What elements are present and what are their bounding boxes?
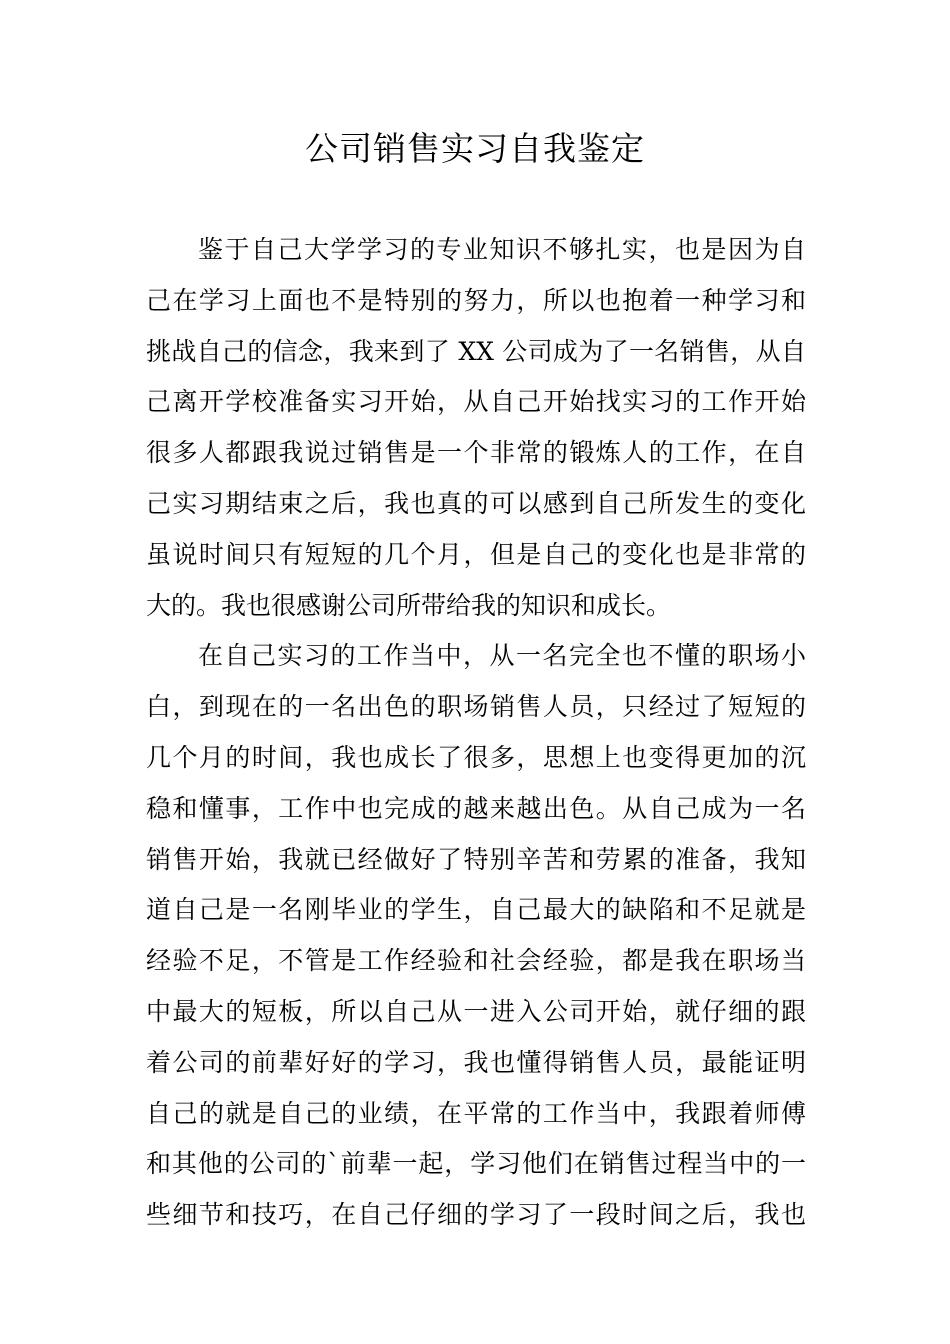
paragraph-line: 稳和懂事，工作中也完成的越来越出色。从自己成为一名 (146, 793, 806, 823)
paragraph-line: 己在学习上面也不是特别的努力，所以也抱着一种学习和 (146, 285, 806, 315)
paragraph-line: 和其他的公司的`前辈一起，学习他们在销售过程当中的一 (146, 1149, 806, 1179)
paragraph-line: 白，到现在的一名出色的职场销售人员，只经过了短短的 (146, 692, 806, 722)
paragraph-line: 些细节和技巧，在自己仔细的学习了一段时间之后，我也 (146, 1200, 806, 1230)
document-title: 公司销售实习自我鉴定 (305, 129, 645, 168)
paragraph-line: 鉴于自己大学学习的专业知识不够扎实，也是因为自 (198, 235, 806, 264)
paragraph-line: 己实习期结束之后，我也真的可以感到自己所发生的变化 (146, 488, 806, 518)
paragraph-line: 着公司的前辈好好的学习，我也懂得销售人员，最能证明 (146, 1047, 806, 1077)
paragraph-line: 自己的就是自己的业绩，在平常的工作当中，我跟着师傅 (146, 1098, 806, 1128)
paragraph-line: 几个月的时间，我也成长了很多，思想上也变得更加的沉 (146, 742, 806, 772)
paragraph-line: 挑战自己的信念，我来到了 XX 公司成为了一名销售，从自 (146, 336, 806, 366)
paragraph-line: 销售开始，我就已经做好了特别辛苦和劳累的准备，我知 (146, 844, 806, 874)
paragraph-line: 己离开学校准备实习开始，从自己开始找实习的工作开始 (146, 387, 806, 417)
document-body (146, 225, 806, 1241)
paragraph-line: 中最大的短板，所以自己从一进入公司开始，就仔细的跟 (146, 996, 806, 1026)
paragraph-line: 很多人都跟我说过销售是一个非常的锻炼人的工作，在自 (146, 438, 806, 468)
paragraph-line: 在自己实习的工作当中，从一名完全也不懂的职场小 (198, 641, 806, 671)
paragraph-line: 道自己是一名刚毕业的学生，自己最大的缺陷和不足就是 (146, 895, 806, 925)
paragraph-line: 大的。我也很感谢公司所带给我的知识和成长。 (146, 590, 672, 620)
paragraph-line: 虽说时间只有短短的几个月，但是自己的变化也是非常的 (146, 539, 806, 569)
paragraph-line: 经验不足，不管是工作经验和社会经验，都是我在职场当 (146, 946, 806, 976)
